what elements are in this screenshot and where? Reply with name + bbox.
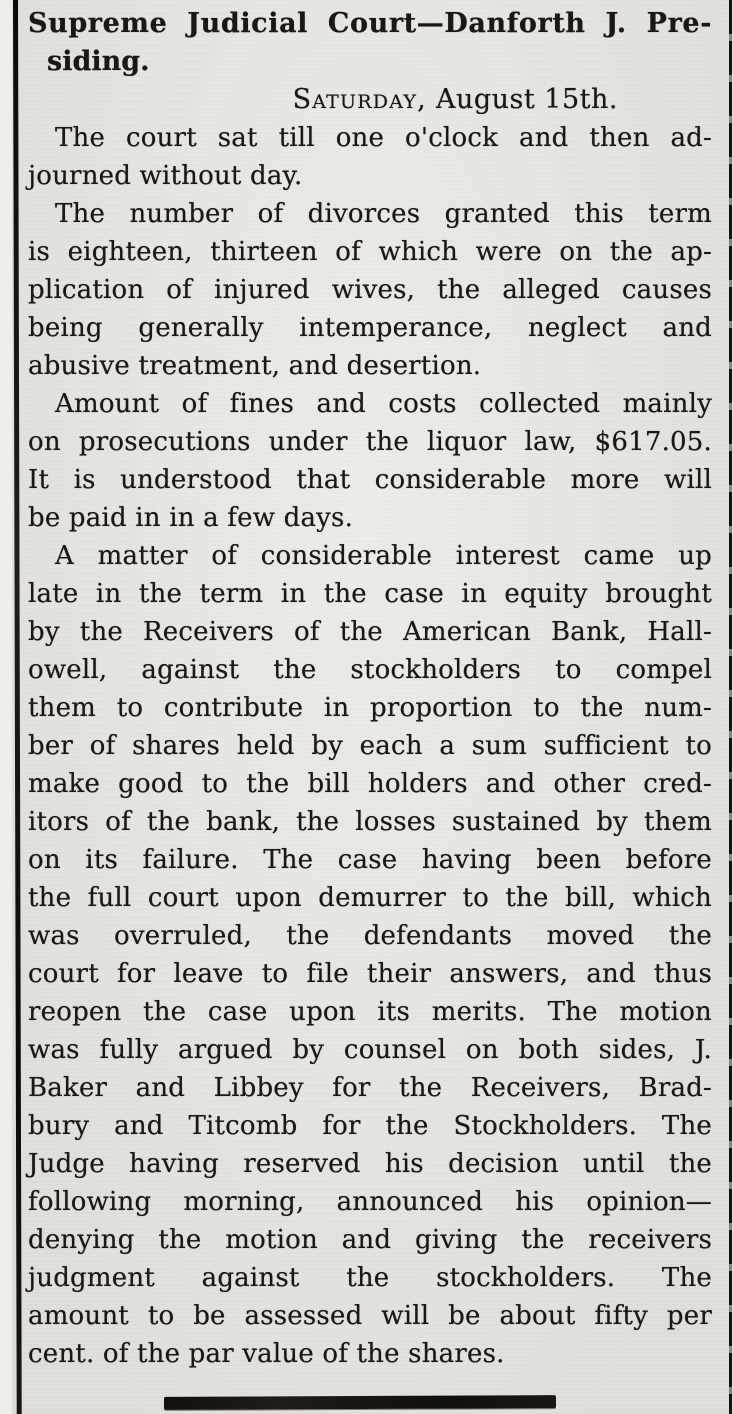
end-of-article-rule xyxy=(164,1395,556,1410)
text-line: The number of divorces granted this term xyxy=(55,199,712,229)
text-line: late in the term in the case in equity brought xyxy=(28,579,712,609)
text-line: Amount of fines and costs collected mainly xyxy=(55,389,712,419)
text-line: is eighteen, thirteen of which were on the ap- xyxy=(28,237,712,267)
text-line: was fully argued by counsel on both sides, J. xyxy=(28,1035,712,1065)
column-rule-left xyxy=(13,0,22,1414)
text-line: itors of the bank, the losses sustained by them xyxy=(28,807,712,837)
text-line: on prosecutions under the liquor law, $617.05. xyxy=(28,427,712,457)
text-line: make good to the bill holders and other cred- xyxy=(28,769,712,799)
text-line: the full court upon demurrer to the bill, which xyxy=(28,883,712,913)
article-dateline xyxy=(28,81,712,119)
text-line: being generally intemperance, neglect and xyxy=(28,313,712,343)
text-line: plication of injured wives, the alleged causes xyxy=(28,275,712,305)
text-line: Judge having reserved his decision until the xyxy=(28,1149,712,1179)
text-line: The court sat till one o'clock and then ad- xyxy=(55,123,712,153)
text-line: bury and Titcomb for the Stockholders. The xyxy=(28,1111,712,1141)
text-line: judgment against the stockholders. The xyxy=(28,1263,712,1293)
column-rule-right xyxy=(729,0,732,1414)
dateline-day: Saturday, xyxy=(292,84,427,115)
text-line: amount to be assessed will be about fifty per xyxy=(28,1301,712,1331)
text-line: following morning, announced his opinion— xyxy=(28,1187,712,1217)
scan-margin xyxy=(0,0,12,1414)
text-line: It is understood that considerable more will xyxy=(28,465,712,495)
text-line: reopen the case upon its merits. The motion xyxy=(28,997,712,1027)
text-line: was overruled, the defendants moved the xyxy=(28,921,712,951)
text-line: Baker and Libbey for the Receivers, Brad- xyxy=(28,1073,712,1103)
text-line: journed without day. xyxy=(28,161,303,191)
text-line: them to contribute in proportion to the num- xyxy=(28,693,712,723)
text-line: on its failure. The case having been before xyxy=(28,845,712,875)
text-line: by the Receivers of the American Bank, Hall- xyxy=(28,617,712,647)
text-line: be paid in in a few days. xyxy=(28,503,354,533)
text-line: abusive treatment, and desertion. xyxy=(28,351,482,381)
text-line: A matter of considerable interest came up xyxy=(55,541,712,571)
text-line: cent. of the par value of the shares. xyxy=(28,1339,505,1369)
text-line: ber of shares held by each a sum sufficient to xyxy=(28,731,712,761)
article-body xyxy=(28,119,712,1373)
text-line: denying the motion and giving the receivers xyxy=(28,1225,712,1255)
dateline-date: August 15th. xyxy=(426,84,618,115)
article-column xyxy=(28,5,712,1373)
article-headline-line1: Supreme Judicial Court—Danforth J. Pre- xyxy=(28,8,712,39)
text-line: court for leave to file their answers, and thus xyxy=(28,959,712,989)
text-line: owell, against the stockholders to compel xyxy=(28,655,712,685)
article-headline-line2: siding. xyxy=(47,46,150,77)
